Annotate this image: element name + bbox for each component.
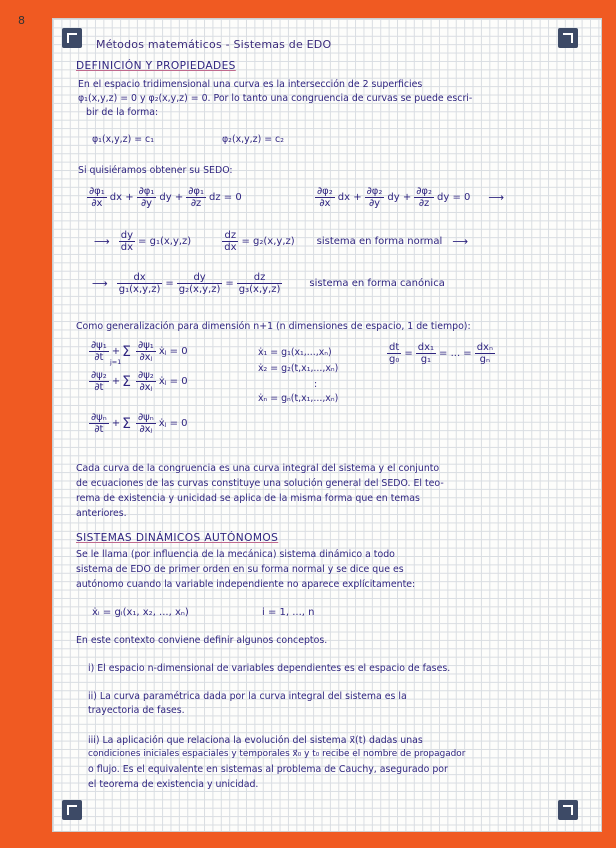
generalization-text: Como generalización para dimensión n+1 (n dimensiones de espacio, 1 de tiempo): xyxy=(76,321,471,332)
term: = ... = xyxy=(439,348,472,359)
term: ẋⱼ = 0 xyxy=(158,418,188,429)
pde-line-n xyxy=(86,412,188,435)
sum-symbol: Σ xyxy=(122,415,132,432)
term: dy + xyxy=(387,192,412,203)
fraction: $\frac{\text{∂ψ₁}}{\text{∂xⱼ}}$ xyxy=(138,340,154,363)
left-border xyxy=(0,0,52,848)
fraction: $\frac{\text{dx₁}}{\text{g₁}}$ xyxy=(417,342,435,365)
term: dy + xyxy=(159,192,184,203)
characteristic-ratio xyxy=(384,342,498,365)
normal-form-system xyxy=(94,230,474,253)
paragraph-line-4: anteriores. xyxy=(76,508,127,519)
right-border xyxy=(600,0,616,848)
system-line-n: ẋₙ = gₙ(t,x₁,...,xₙ) xyxy=(258,393,339,404)
autonomous-equation: ẋᵢ = gᵢ(x₁, x₂, ..., xₙ) xyxy=(92,607,189,618)
system-dots: : xyxy=(314,379,318,390)
concept-item-2-cont: trayectoria de fases. xyxy=(88,705,185,716)
concepts-intro: En este contexto conviene definir algunos conceptos. xyxy=(76,635,328,646)
index-range: i = 1, ..., n xyxy=(262,607,315,618)
term: dy = 0 xyxy=(437,192,471,203)
system-line-2: ẋ₂ = g₂(t,x₁,...,xₙ) xyxy=(258,363,339,374)
top-border xyxy=(0,0,616,18)
section-title-sistemas: SISTEMAS DINÁMICOS AUTÓNOMOS xyxy=(76,532,279,544)
arrow-icon: ⟶ xyxy=(94,235,110,248)
fraction: $\frac{dy}{dx}$ xyxy=(120,230,134,253)
sum-symbol: Σ xyxy=(122,373,132,390)
page-header: Métodos matemáticos - Sistemas de EDO xyxy=(96,38,332,51)
corner-bottom-right-icon xyxy=(558,800,578,820)
term: ẋⱼ = 0 xyxy=(158,376,188,387)
fraction: $\frac{\text{∂φ₁}}{\partial z}$ xyxy=(188,186,204,209)
plus-sign: + xyxy=(111,376,121,387)
congruence-1: φ₁(x,y,z) = c₁ xyxy=(92,134,154,145)
differential-equation-1 xyxy=(84,186,242,209)
fraction: $\frac{\text{dxₙ}}{\text{gₙ}}$ xyxy=(476,342,493,365)
concept-item-3-cont-2: o flujo. Es el equivalente en sistemas al problema de Cauchy, asegurado por xyxy=(88,764,448,775)
canonical-form-system xyxy=(92,272,445,295)
differential-equation-2 xyxy=(312,186,510,209)
fraction: $\frac{\text{∂φ₂}}{\partial x}$ xyxy=(317,186,333,209)
fraction: $\frac{dz}{\text{g₃(x,y,z)}}$ xyxy=(238,272,281,295)
canonical-form-label: sistema en forma canónica xyxy=(309,278,445,289)
fraction: $\frac{dz}{dx}$ xyxy=(224,230,237,253)
concept-item-3-cont-3: el teorema de existencia y unicidad. xyxy=(88,779,259,790)
fraction: $\frac{\text{∂φ₁}}{\partial x}$ xyxy=(89,186,105,209)
pde-line-1 xyxy=(86,340,188,363)
concept-item-3: iii) La aplicación que relaciona la evolución del sistema x⃗(t) dadas unas xyxy=(88,735,423,746)
sum-index: j=1 xyxy=(110,358,122,366)
plus-sign: + xyxy=(111,346,121,357)
corner-bottom-left-icon xyxy=(62,800,82,820)
plus-sign: + xyxy=(111,418,121,429)
concept-item-1: i) El espacio n-dimensional de variables dependientes es el espacio de fases. xyxy=(88,663,451,674)
intro-line-1: En el espacio tridimensional una curva es la intersección de 2 superficies xyxy=(78,79,423,90)
s2-intro-3: autónomo cuando la variable independiente no aparece explícitamente: xyxy=(76,579,416,590)
normal-form-label: sistema en forma normal xyxy=(316,236,443,247)
page-number: 8 xyxy=(18,14,25,27)
system-line-1: ẋ₁ = g₁(x₁,...,xₙ) xyxy=(258,347,332,358)
fraction: $\frac{\text{∂ψ₂}}{\text{∂xⱼ}}$ xyxy=(138,370,154,393)
fraction: $\frac{\text{∂φ₁}}{\partial y}$ xyxy=(138,186,155,209)
fraction: $\frac{\text{∂ψ₂}}{\partial t}$ xyxy=(91,370,107,393)
section-title-definicion: DEFINICIÓN Y PROPIEDADES xyxy=(76,60,236,72)
fraction: $\frac{\text{∂φ₂}}{\partial y}$ xyxy=(366,186,383,209)
get-edos-text: Si quisiéramos obtener su SEDO: xyxy=(78,165,233,176)
intro-line-2: φ₁(x,y,z) = 0 y φ₂(x,y,z) = 0. Por lo tanto una congruencia de curvas se puede escri- xyxy=(78,93,473,104)
arrow-icon: ⟶ xyxy=(92,277,108,290)
fraction: $\frac{\text{∂φ₂}}{\partial z}$ xyxy=(416,186,432,209)
concept-item-2: ii) La curva paramétrica dada por la curva integral del sistema es la xyxy=(88,691,407,702)
fraction: $\frac{\text{∂ψ₁}}{\partial t}$ xyxy=(91,340,107,363)
corner-top-right-icon xyxy=(558,28,578,48)
term: ẋⱼ = 0 xyxy=(158,346,188,357)
fraction: $\frac{dx}{\text{g₁(x,y,z)}}$ xyxy=(118,272,161,295)
term: dz = 0 xyxy=(209,192,242,203)
arrow-icon: ⟶ xyxy=(488,191,505,204)
fraction: $\frac{\text{∂ψₙ}}{\partial t}$ xyxy=(91,412,107,435)
congruence-2: φ₂(x,y,z) = c₂ xyxy=(222,134,284,145)
sum-symbol: Σ xyxy=(122,343,132,360)
corner-top-left-icon xyxy=(62,28,82,48)
fraction: $\frac{dt}{\text{g₀}}$ xyxy=(389,342,400,365)
concept-item-3-cont-1: condiciones iniciales espaciales y temporales x⃗₀ y t₀ recibe el nombre de propagador xyxy=(88,749,466,759)
bottom-border xyxy=(0,830,616,848)
paragraph-line-2: de ecuaciones de las curvas constituye una solución general del SEDO. El teo- xyxy=(76,478,444,489)
arrow-icon: ⟶ xyxy=(452,235,469,248)
equals-sign: = xyxy=(165,278,174,289)
pde-line-2 xyxy=(86,370,188,393)
s2-intro-1: Se le llama (por influencia de la mecánica) sistema dinámico a todo xyxy=(76,549,395,560)
equals-sign: = xyxy=(404,348,413,359)
term: dx + xyxy=(337,192,362,203)
paragraph-line-1: Cada curva de la congruencia es una curva integral del sistema y el conjunto xyxy=(76,463,440,474)
equals-sign: = xyxy=(225,278,234,289)
paragraph-line-3: rema de existencia y unicidad se aplica de la misma forma que en temas xyxy=(76,493,420,504)
term: = g₂(x,y,z) xyxy=(241,236,295,247)
fraction: $\frac{dy}{\text{g₂(x,y,z)}}$ xyxy=(178,272,221,295)
fraction: $\frac{\text{∂ψₙ}}{\text{∂xⱼ}}$ xyxy=(138,412,154,435)
term: dx + xyxy=(109,192,134,203)
s2-intro-2: sistema de EDO de primer orden en su forma normal y se dice que es xyxy=(76,564,404,575)
intro-line-3: bir de la forma: xyxy=(86,107,159,118)
term: = g₁(x,y,z) xyxy=(138,236,192,247)
